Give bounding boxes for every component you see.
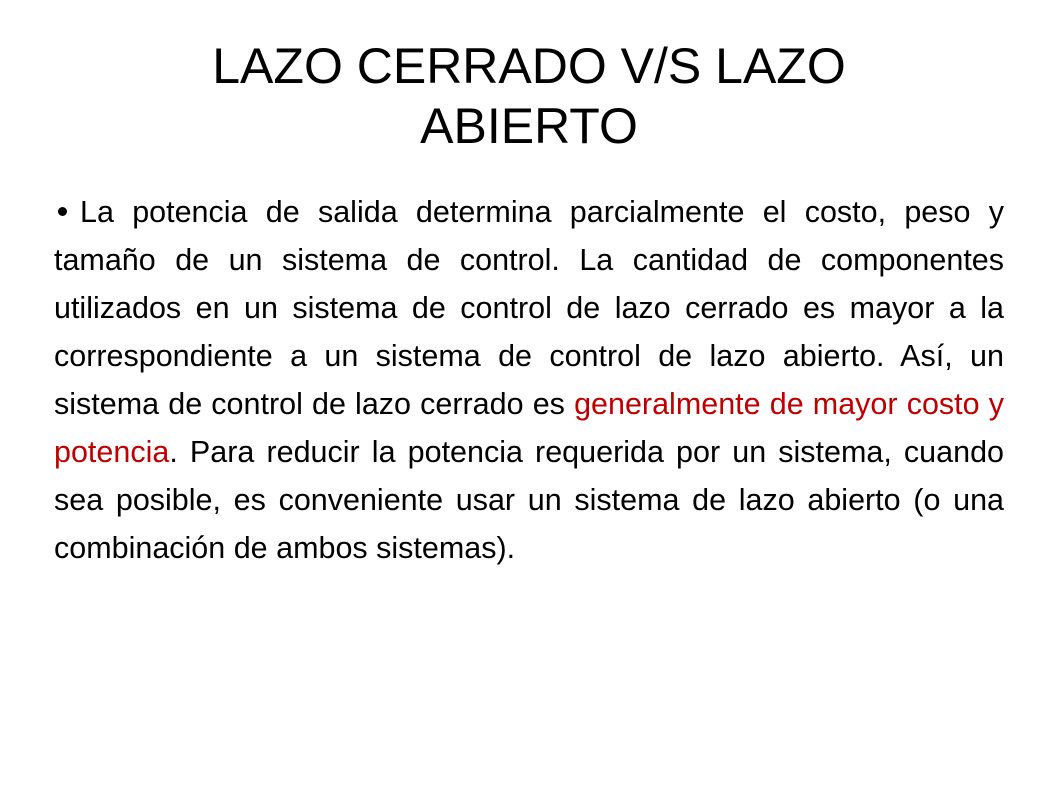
slide-title: LAZO CERRADO V/S LAZO ABIERTO bbox=[212, 38, 846, 154]
paragraph-text-after: . Para reducir la potencia requerida por un sistema, cuando sea posible, es conveniente usar un sistema de lazo abierto (o una combinación de ambos sistemas). bbox=[54, 435, 1004, 565]
bullet-icon bbox=[58, 207, 67, 216]
highlighted-phrase: generalmente de mayor costo y potencia bbox=[54, 387, 1004, 469]
paragraph-text-before: La potencia de salida determina parcialmente el costo, peso y tamaño de un sistema de control. La cantidad de componentes utilizados en un sistema de control de lazo cerrado es mayor a la correspondiente a un sistema de control de lazo abierto. Así, un sistema de control de lazo cerrado es bbox=[54, 195, 1004, 421]
bullet-paragraph bbox=[54, 188, 1004, 572]
